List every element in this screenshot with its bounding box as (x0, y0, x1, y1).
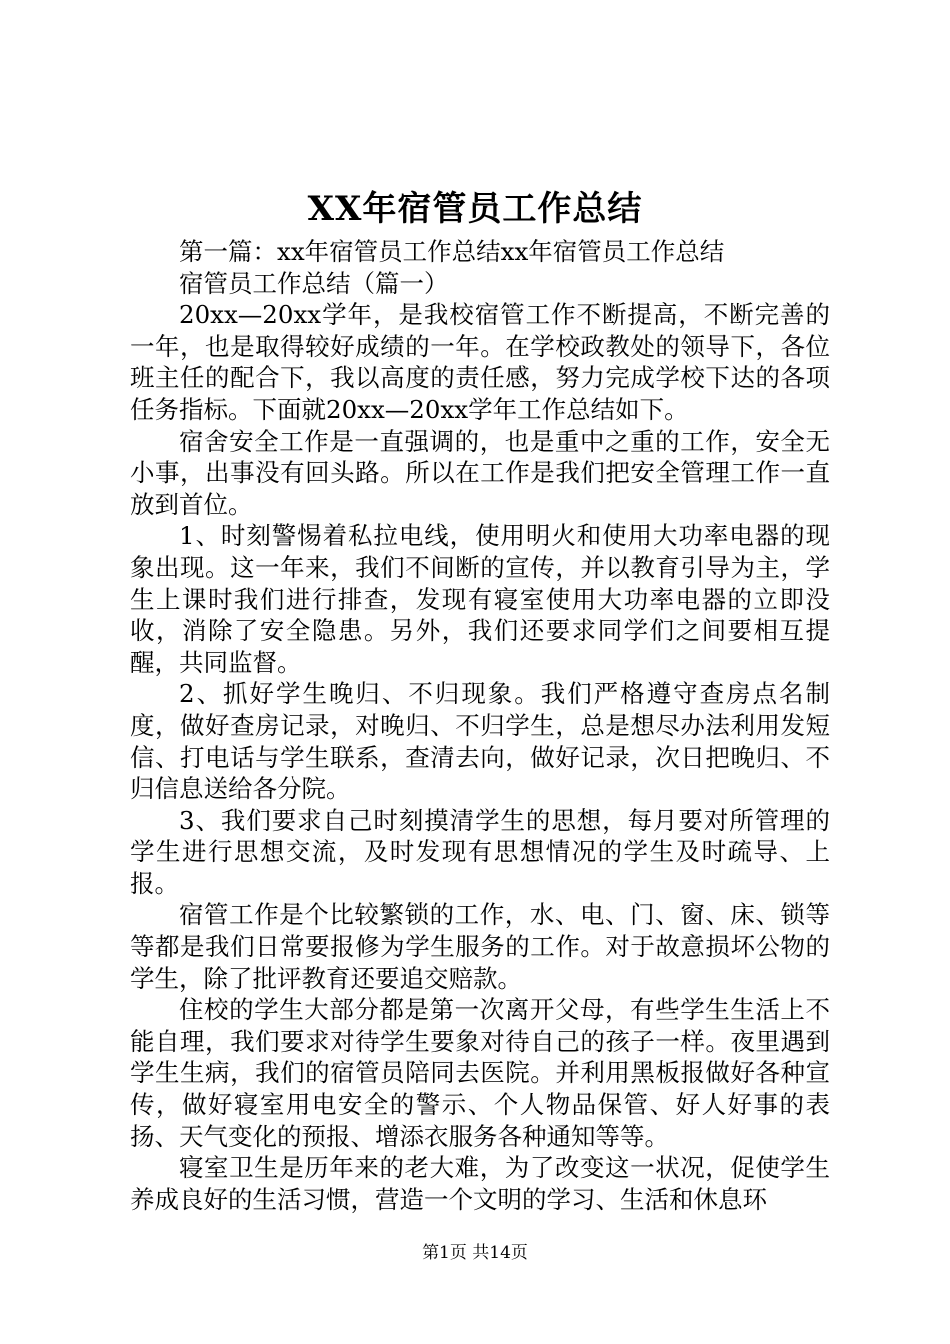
paragraph-8: 宿管工作是个比较繁锁的工作，水、电、门、窗、床、锁等等都是我们日常要报修为学生服务的工作。对于故意损坏公物的学生，除了批评教育还要追交赔款。 (130, 900, 830, 993)
document-title: XX年宿管员工作总结 (307, 189, 643, 229)
document-body (130, 236, 830, 1215)
paragraph-5: 1、时刻警惕着私拉电线，使用明火和使用大功率电器的现象出现。这一年来，我们不间断的宣传，并以教育引导为主，学生上课时我们进行排查，发现有寝室使用大功率电器的立即没收，消除了安全隐患。另外，我们还要求同学们之间要相互提醒，共同监督。 (130, 521, 830, 677)
paragraph-1: 第一篇：xx年宿管员工作总结xx年宿管员工作总结 (179, 237, 725, 266)
paragraph-4: 宿舍安全工作是一直强调的，也是重中之重的工作，安全无小事，出事没有回头路。所以在工作是我们把安全管理工作一直放到首位。 (130, 426, 830, 519)
paragraph-10: 寝室卫生是历年来的老大难，为了改变这一状况，促使学生养成良好的生活习惯，营造一个文明的学习、生活和休息环 (130, 1153, 830, 1214)
paragraph-6: 2、抓好学生晚归、不归现象。我们严格遵守查房点名制度，做好查房记录，对晚归、不归学生，总是想尽办法利用发短信、打电话与学生联系，查清去向，做好记录，次日把晚归、不归信息送给各分院。 (130, 679, 830, 804)
paragraph-7: 3、我们要求自己时刻摸清学生的思想，每月要对所管理的学生进行思想交流，及时发现有思想情况的学生及时疏导、上报。 (130, 805, 830, 898)
paragraph-3: 20xx—20xx学年，是我校宿管工作不断提高，不断完善的一年，也是取得较好成绩的一年。在学校政教处的领导下，各位班主任的配合下，我以高度的责任感，努力完成学校下达的各项任务指标。下面就20xx—20xx学年工作总结如下。 (130, 300, 830, 424)
paragraph-2: 宿管员工作总结（篇一） (179, 268, 449, 298)
page-number-footer: 第1页 共14页 (422, 1243, 528, 1263)
paragraph-9: 住校的学生大部分都是第一次离开父母，有些学生生活上不能自理，我们要求对待学生要象对待自己的孩子一样。夜里遇到学生生病，我们的宿管员陪同去医院。并利用黑板报做好各种宣传，做好寝室用电安全的警示、个人物品保管、好人好事的表扬、天气变化的预报、增添衣服务各种通知等等。 (130, 995, 830, 1151)
